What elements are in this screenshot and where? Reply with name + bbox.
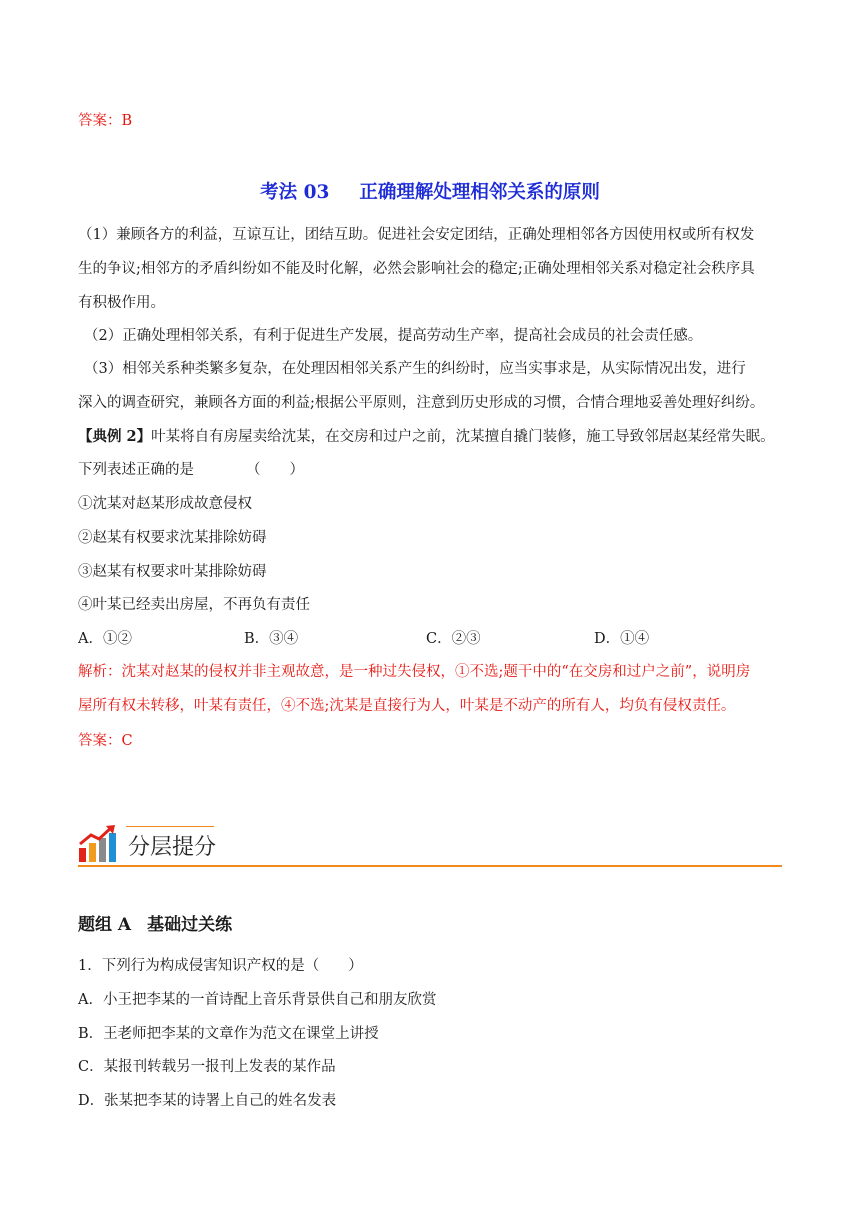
section-header: [78, 824, 782, 868]
point3-line2: 深入的调查研究，兼顾各方面的利益;根据公平原则，注意到历史形成的习惯，合情合理地妥善处理好纠纷。: [78, 395, 765, 411]
answer-2: 答案：C: [78, 733, 133, 749]
choice-d: D．①④: [594, 631, 650, 647]
answer-paren: （ ）: [246, 462, 304, 478]
group-label: 题组 A: [78, 915, 132, 935]
example-option-1: ①沈某对赵某形成故意侵权: [78, 496, 252, 512]
point3-line1: （3）相邻关系种类繁多复杂，在处理因相邻关系产生的纠纷时，应当实事求是，从实际情况出发，进行: [84, 361, 746, 377]
section-top-line: [126, 826, 214, 827]
question-1-option-b: B．王老师把李某的文章作为范文在课堂上讲授: [78, 1026, 379, 1042]
point1-line3: 有积极作用。: [78, 295, 165, 311]
question-1-option-d: D．张某把李某的诗署上自己的姓名发表: [78, 1093, 337, 1109]
analysis-line2: 屋所有权未转移，叶某有责任，④不选;沈某是直接行为人，叶某是不动产的所有人，均负有侵权责任。: [78, 698, 736, 714]
choice-c: C．②③: [426, 631, 481, 647]
point2: （2）正确处理相邻关系，有利于促进生产发展，提高劳动生产率，提高社会成员的社会责任感。: [84, 328, 703, 344]
example-text: 叶某将自有房屋卖给沈某，在交房和过户之前，沈某擅自撬门装修，施工导致邻居赵某经常失眠。: [151, 429, 775, 445]
example-line2: [78, 459, 788, 481]
example-line1: [78, 426, 788, 448]
section-title: 分层提分: [128, 835, 217, 860]
example-question: 下列表述正确的是: [78, 462, 194, 478]
example-option-2: ②赵某有权要求沈某排除妨碍: [78, 530, 267, 546]
question-1-option-a: A．小王把李某的一首诗配上音乐背景供自己和朋友欣赏: [78, 992, 437, 1008]
chart-growth-icon: [78, 824, 118, 864]
point1-line2: 生的争议;相邻方的矛盾纠纷如不能及时化解，必然会影响社会的稳定;正确处理相邻关系对稳定社会秩序具: [78, 261, 755, 277]
answer-1: 答案：B: [78, 113, 133, 129]
example-option-3: ③赵某有权要求叶某排除妨碍: [78, 564, 267, 580]
heading-title: 正确理解处理相邻关系的原则: [359, 182, 600, 203]
choice-b: B．③④: [244, 631, 299, 647]
section-divider: [78, 865, 782, 867]
example-label: 【典例 2】: [78, 428, 152, 445]
question-1-stem: 1．下列行为构成侵害知识产权的是（ ）: [78, 958, 363, 974]
heading-number: 考法 03: [260, 182, 330, 203]
group-title: [78, 914, 788, 936]
question-1-option-c: C．某报刊转载另一报刊上发表的某作品: [78, 1059, 336, 1075]
section-heading: [0, 178, 860, 204]
analysis-line1: 解析：沈某对赵某的侵权并非主观故意，是一种过失侵权，①不选;题干中的“在交房和过户之前”，说明房: [78, 664, 751, 680]
choice-a: A．①②: [78, 631, 132, 647]
example-option-4: ④叶某已经卖出房屋，不再负有责任: [78, 597, 310, 613]
group-subtitle: 基础过关练: [147, 915, 233, 935]
point1-line1: （1）兼顾各方的利益，互谅互让，团结互助。促进社会安定团结，正确处理相邻各方因使用权或所有权发: [78, 227, 755, 243]
